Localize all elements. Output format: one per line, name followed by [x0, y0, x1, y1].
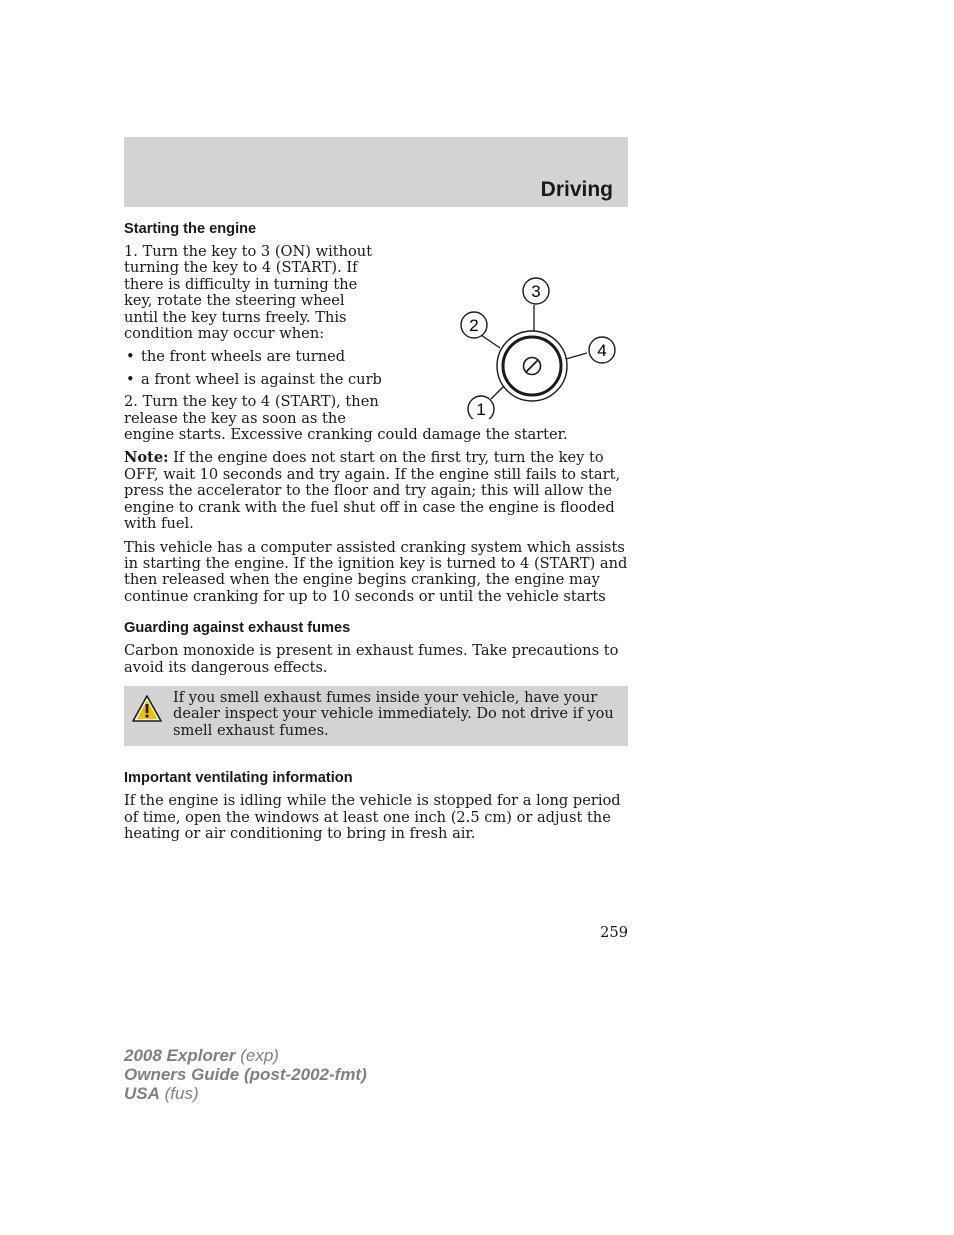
footer-line-3: [124, 1084, 367, 1103]
position-label-2: [461, 312, 487, 338]
list-item-text: the front wheels are turned: [141, 348, 346, 366]
position-number-4: 4: [597, 341, 607, 360]
ventilating-text: If the engine is idling while the vehicle is stopped for a long period of time, open the windows at least one inch (2.5 cm) or adjust the heating or air conditioning to bring in fresh air.: [124, 792, 621, 842]
footer-model: 2008 Explorer: [124, 1046, 236, 1065]
exhaust-fumes-text: Carbon monoxide is present in exhaust fumes. Take precautions to avoid its dangerous effects.: [124, 642, 619, 676]
section-heading-ventilating: Important ventilating information: [124, 770, 353, 787]
warning-text: If you smell exhaust fumes inside your vehicle, have your dealer inspect your vehicle immediately. Do not drive if you smell exhaust fumes.: [173, 688, 614, 739]
footer-market: USA: [124, 1084, 160, 1103]
footer-model-code: (exp): [235, 1046, 279, 1065]
list-item: [124, 372, 628, 388]
footer-line-1: [124, 1046, 367, 1065]
position-number-3: 3: [531, 282, 541, 301]
note-paragraph: [124, 450, 628, 532]
bullet-mark: •: [126, 348, 135, 366]
bullet-mark: •: [126, 370, 135, 388]
chapter-header: [124, 137, 628, 207]
warning-triangle-icon: [131, 694, 163, 724]
position-2-line: [481, 335, 500, 348]
ignition-switch-diagram: [388, 244, 628, 419]
section-heading-starting-engine: Starting the engine: [124, 221, 257, 237]
page-number: 259: [600, 924, 628, 941]
position-label-1: [468, 396, 494, 419]
position-number-1: 1: [476, 400, 486, 419]
list-item: [124, 349, 628, 365]
page-content: [124, 220, 628, 849]
note-text: If the engine does not start on the first try, turn the key to OFF, wait 10 seconds and try again. If the engine still fails to start, press the accelerator to the floor and try again; this will allow the engine to crank with the fuel shut off in case the engine is flooded with fuel.: [124, 449, 621, 533]
cranking-system-text: This vehicle has a computer assisted cranking system which assists in starting the engine. If the ignition key is turned to 4 (START) and then released when the engine begins cranking, the engine may continue cranking for up to 10 seconds or until the vehicle starts: [124, 538, 628, 605]
note-label: Note:: [124, 449, 169, 467]
section-heading-exhaust-fumes: Guarding against exhaust fumes: [124, 620, 351, 637]
position-number-2: 2: [469, 316, 479, 335]
document-footer: [124, 1046, 367, 1103]
footer-market-code: (fus): [159, 1084, 199, 1103]
footer-line-2: [124, 1065, 367, 1084]
warning-box: [124, 686, 628, 746]
step-2-text: 2. Turn the key to 4 (START), then release the key as soon as the engine starts. Excessive cranking could damage the starter.: [124, 393, 568, 444]
position-label-3: [523, 278, 549, 304]
list-item-text: a front wheel is against the curb: [141, 370, 382, 388]
chapter-title: Driving: [540, 178, 613, 201]
footer-guide-name: Owners Guide (post-2002-fmt): [124, 1065, 367, 1084]
step-1-text: 1. Turn the key to 3 (ON) without turning the key to 4 (START). If there is difficulty in turning the key, rotate the steering wheel until the key turns freely. This condition may occur when:: [124, 243, 373, 343]
